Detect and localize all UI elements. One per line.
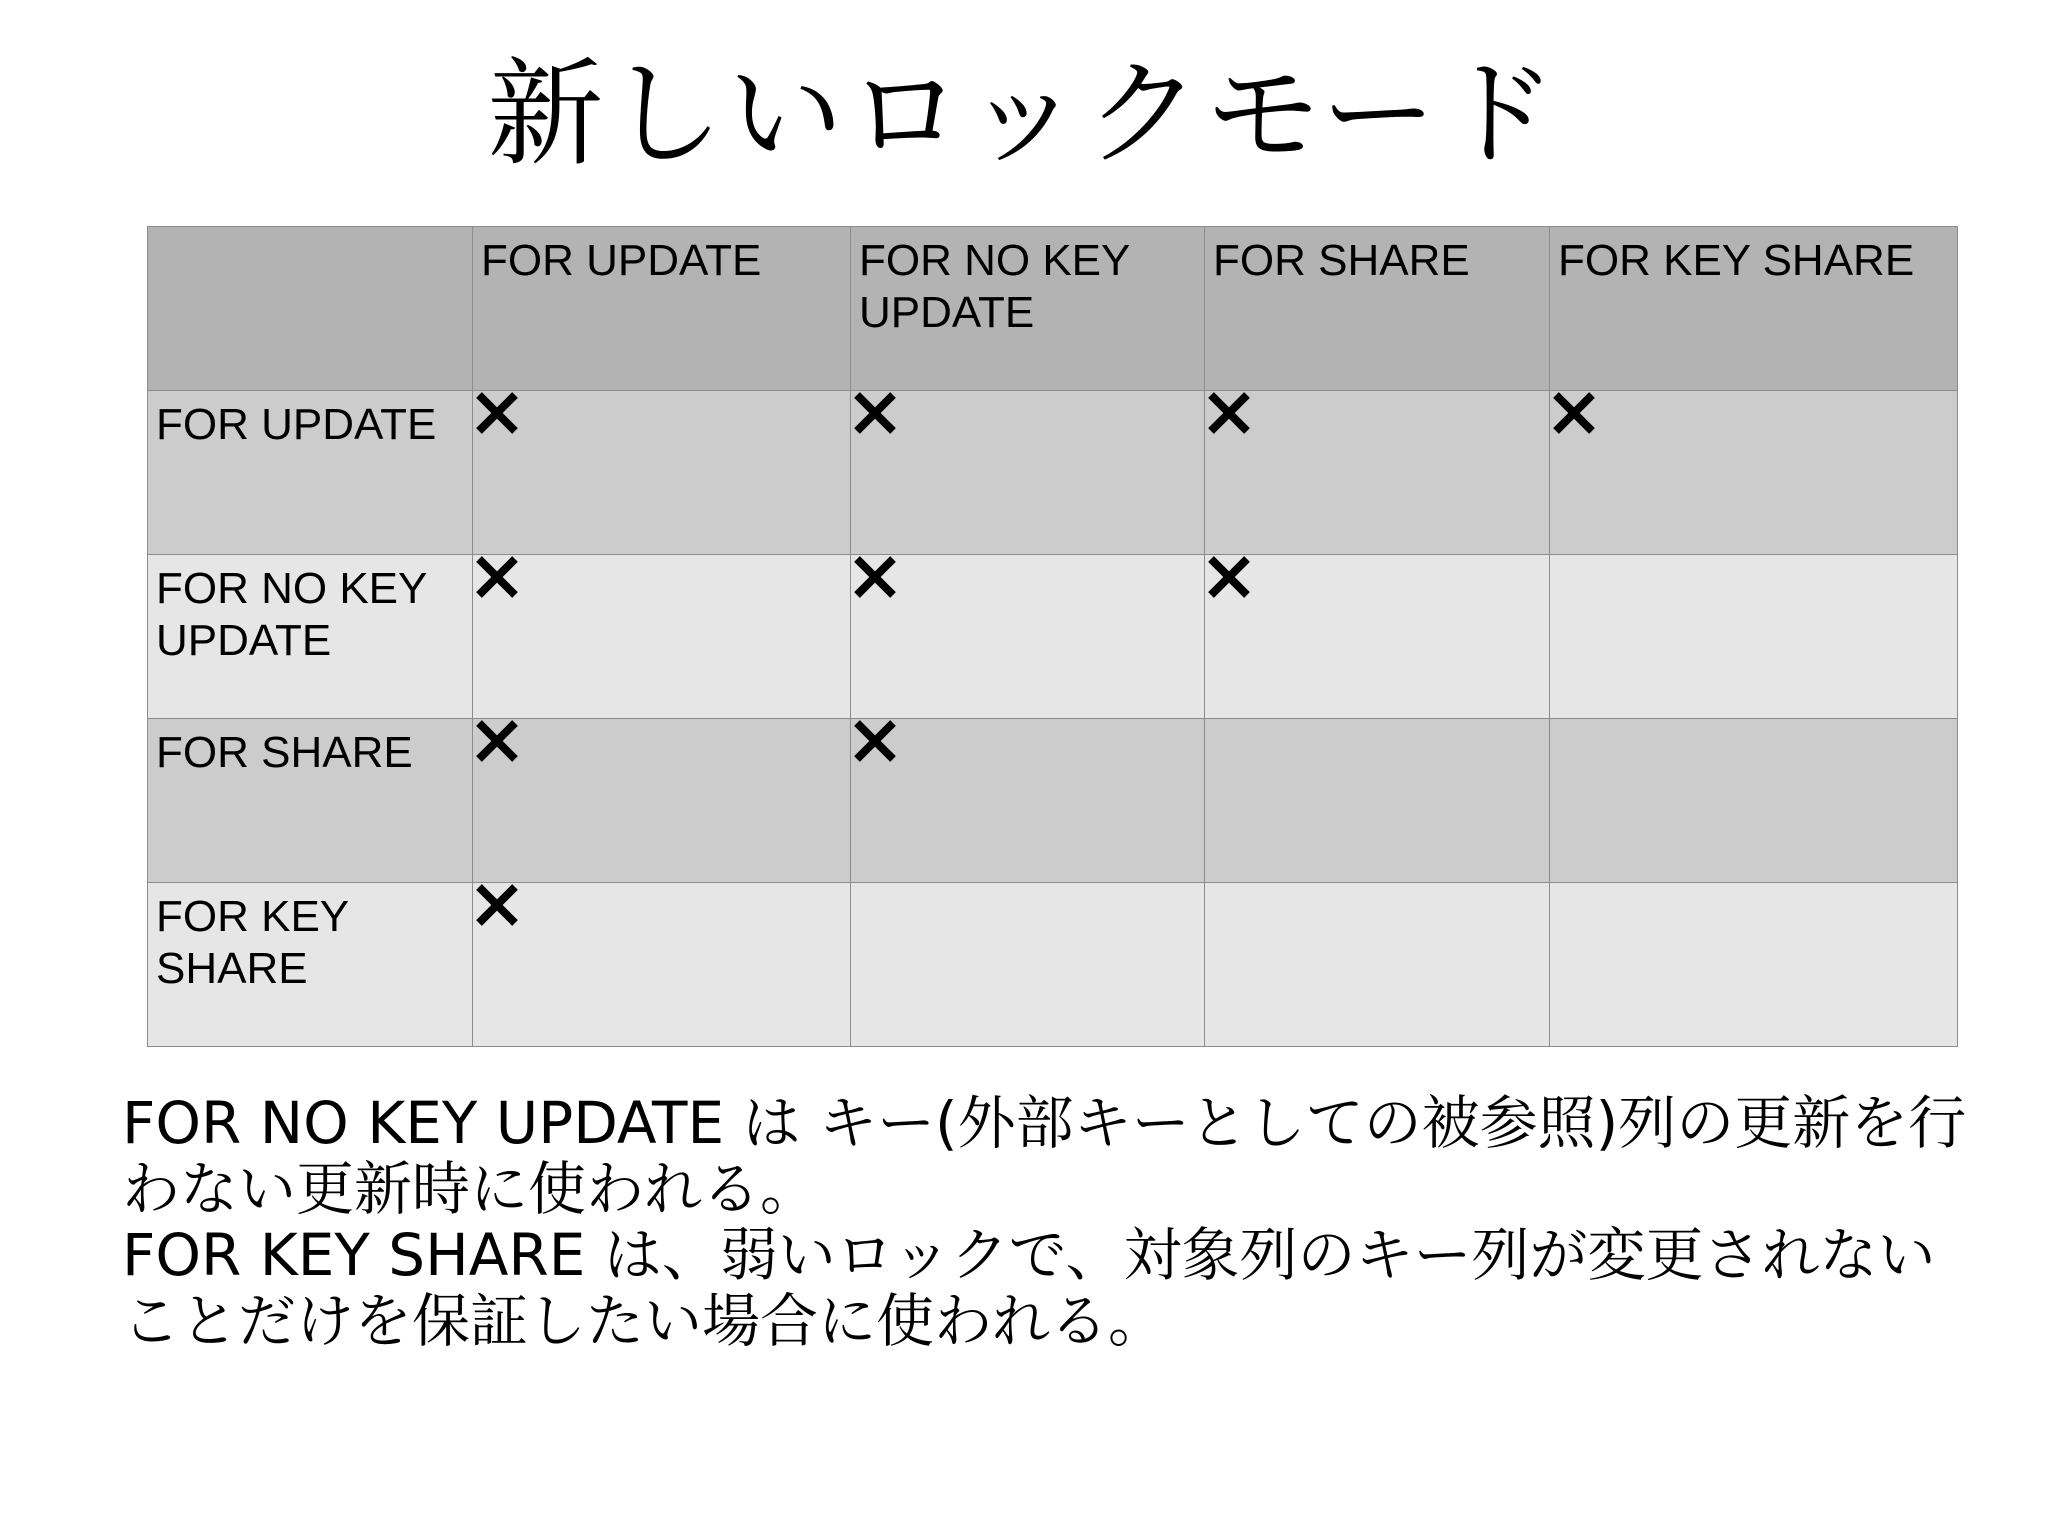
column-header: FOR NO KEY UPDATE xyxy=(851,227,1205,391)
table-row xyxy=(148,391,1958,555)
conflict-cell xyxy=(473,719,851,883)
conflict-x-mark xyxy=(473,717,521,765)
notes-text xyxy=(122,1090,1982,1354)
lock-conflict-table xyxy=(147,226,1958,1047)
table-row xyxy=(148,719,1958,883)
conflict-cell xyxy=(851,719,1205,883)
conflict-cell xyxy=(1205,719,1550,883)
conflict-x-mark xyxy=(473,389,521,437)
conflict-cell xyxy=(1205,391,1550,555)
conflict-cell xyxy=(1550,883,1958,1047)
row-header: FOR UPDATE xyxy=(148,391,473,555)
column-header: FOR KEY SHARE xyxy=(1550,227,1958,391)
conflict-x-mark xyxy=(851,389,899,437)
conflict-x-mark xyxy=(1550,389,1598,437)
note-paragraph: FOR KEY SHARE は、弱いロックで、対象列のキー列が変更されないことだけを保証したい場合に使われる。 xyxy=(122,1221,1936,1355)
row-header: FOR SHARE xyxy=(148,719,473,883)
conflict-cell xyxy=(1205,883,1550,1047)
conflict-x-mark xyxy=(1205,553,1253,601)
conflict-x-mark xyxy=(473,553,521,601)
conflict-cell xyxy=(473,555,851,719)
table-header-row xyxy=(148,227,1958,391)
conflict-cell xyxy=(851,883,1205,1047)
conflict-cell xyxy=(851,391,1205,555)
table-row xyxy=(148,555,1958,719)
column-header: FOR SHARE xyxy=(1205,227,1550,391)
conflict-cell xyxy=(851,555,1205,719)
conflict-cell xyxy=(473,883,851,1047)
conflict-x-mark xyxy=(851,553,899,601)
conflict-cell xyxy=(1550,719,1958,883)
slide-title: 新しいロックモード xyxy=(487,47,1561,182)
conflict-cell xyxy=(1205,555,1550,719)
table-corner-cell xyxy=(148,227,473,391)
conflict-x-mark xyxy=(851,717,899,765)
note-paragraph: FOR NO KEY UPDATE は キー(外部キーとしての被参照)列の更新を行わない更新時に使われる。 xyxy=(122,1089,1967,1223)
conflict-x-mark xyxy=(473,881,521,929)
conflict-cell xyxy=(1550,555,1958,719)
conflict-cell xyxy=(1550,391,1958,555)
column-header: FOR UPDATE xyxy=(473,227,851,391)
conflict-x-mark xyxy=(1205,389,1253,437)
table-row xyxy=(148,883,1958,1047)
conflict-cell xyxy=(473,391,851,555)
row-header: FOR NO KEY UPDATE xyxy=(148,555,473,719)
row-header: FOR KEY SHARE xyxy=(148,883,473,1047)
